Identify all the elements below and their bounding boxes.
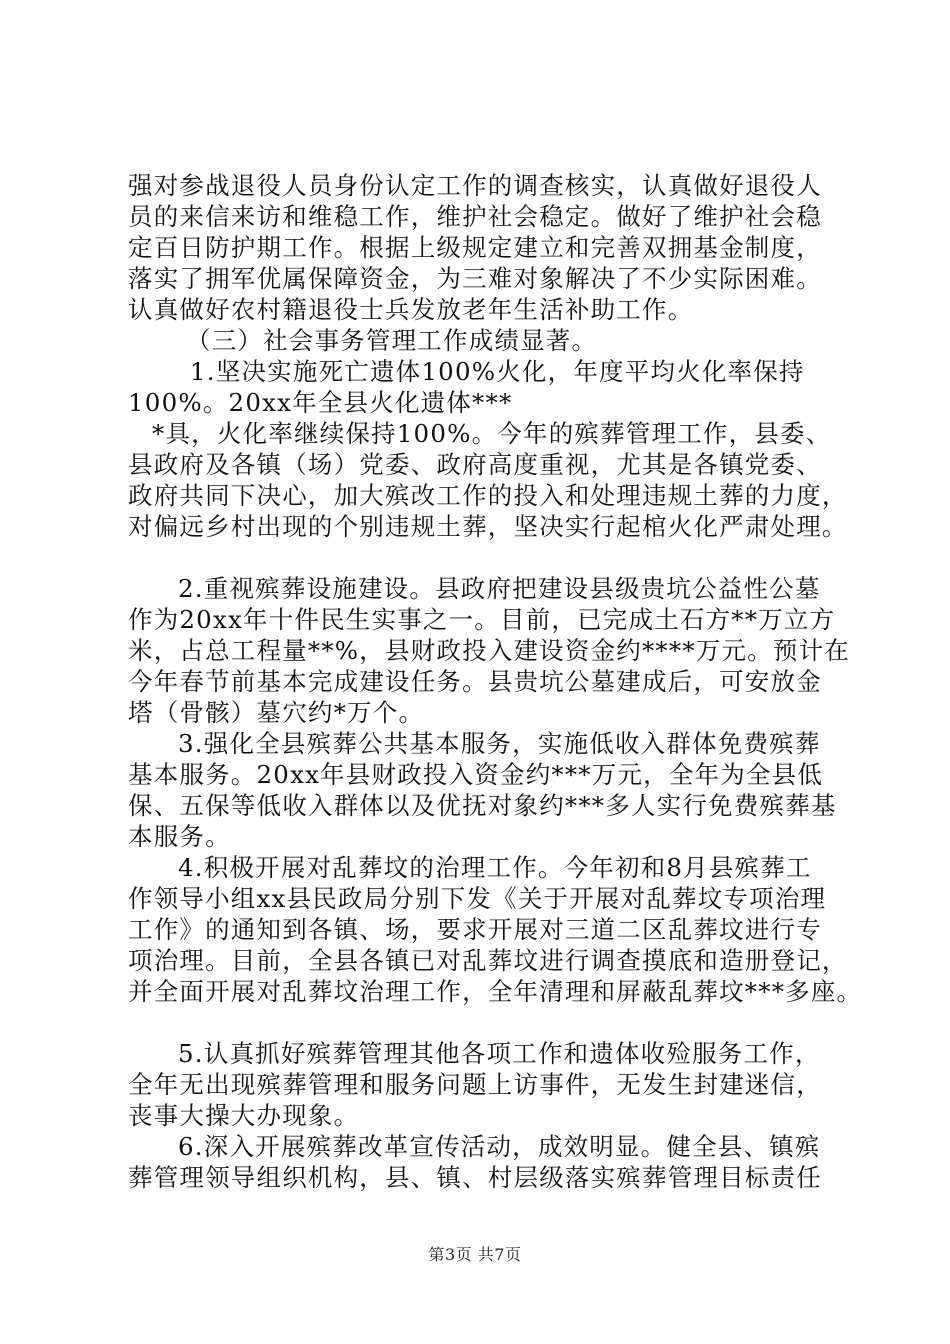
text-line: 作领导小组xx县民政局分别下发《关于开展对乱葬坟专项治理 [128, 884, 827, 913]
text-line: 米，占总工程量**%，县财政投入建设资金约****万元。预计在 [128, 636, 850, 665]
text-line: 全年无出现殡葬管理和服务问题上访事件，无发生封建迷信， [128, 1070, 822, 1099]
text-line: 本服务。 [128, 822, 231, 851]
paragraph-first-line: 4.积极开展对乱葬坟的治理工作。今年初和8月县殡葬工 [178, 853, 812, 882]
text-line: 项治理。目前，全县各镇已对乱葬坟进行调查摸底和造册登记， [128, 946, 848, 975]
text-line: 县政府及各镇（场）党委、政府高度重视，尤其是各镇党委、 [128, 450, 822, 479]
text-line: 定百日防护期工作。根据上级规定建立和完善双拥基金制度， [128, 233, 822, 262]
text-line: *具，火化率继续保持100%。今年的殡葬管理工作，县委、 [152, 419, 832, 448]
section-heading: （三）社会事务管理工作成绩显著。 [186, 326, 598, 355]
text-line: 强对参战退役人员身份认定工作的调查核实，认真做好退役人 [128, 171, 822, 200]
text-line: 丧事大操大办现象。 [128, 1101, 360, 1130]
text-line: 政府共同下决心，加大殡改工作的投入和处理违规土葬的力度， [128, 481, 848, 510]
text-line: 100%。20xx年全县火化遗体*** [128, 388, 513, 417]
text-line: 员的来信来访和维稳工作，维护社会稳定。做好了维护社会稳 [128, 202, 822, 231]
text-line: 认真做好农村籍退役士兵发放老年生活补助工作。 [128, 295, 694, 324]
text-line: 并全面开展对乱葬坟治理工作，全年清理和屏蔽乱葬坟***多座。 [128, 977, 863, 1006]
text-line: 葬管理领导组织机构，县、镇、村层级落实殡葬管理目标责任 [128, 1163, 822, 1192]
text-line: 对偏远乡村出现的个别违规土葬，坚决实行起棺火化严肃处理。 [128, 512, 848, 541]
paragraph-gap [128, 542, 852, 573]
paragraph-first-line: 3.强化全县殡葬公共基本服务，实施低收入群体免费殡葬 [178, 729, 821, 758]
paragraph-first-line: 1.坚决实施死亡遗体100%火化，年度平均火化率保持 [190, 357, 805, 386]
paragraph-gap [128, 1007, 852, 1038]
text-line: 落实了拥军优属保障资金，为三难对象解决了不少实际困难。 [128, 264, 822, 293]
text-line: 工作》的通知到各镇、场，要求开展对三道二区乱葬坟进行专 [128, 915, 822, 944]
text-line: 基本服务。20xx年县财政投入资金约***万元，全年为全县低 [128, 760, 824, 789]
paragraph-first-line: 5.认真抓好殡葬管理其他各项工作和遗体收殓服务工作， [178, 1039, 821, 1068]
text-line: 作为20xx年十件民生实事之一。目前，已完成土石方**万立方 [128, 605, 836, 634]
paragraph-first-line: 6.深入开展殡葬改革宣传活动，成效明显。健全县、镇殡 [178, 1132, 821, 1161]
document-body [128, 170, 863, 1193]
page-number-footer: 第3页 共7页 [428, 1245, 522, 1264]
paragraph-first-line: 2.重视殡葬设施建设。县政府把建设县级贵坑公益性公墓 [178, 574, 821, 603]
text-line: 保、五保等低收入群体以及优抚对象约***多人实行免费殡葬基 [128, 791, 837, 820]
text-line: 今年春节前基本完成建设任务。县贵坑公墓建成后，可安放金 [128, 667, 822, 696]
text-line: 塔（骨骸）墓穴约*万个。 [128, 698, 425, 727]
